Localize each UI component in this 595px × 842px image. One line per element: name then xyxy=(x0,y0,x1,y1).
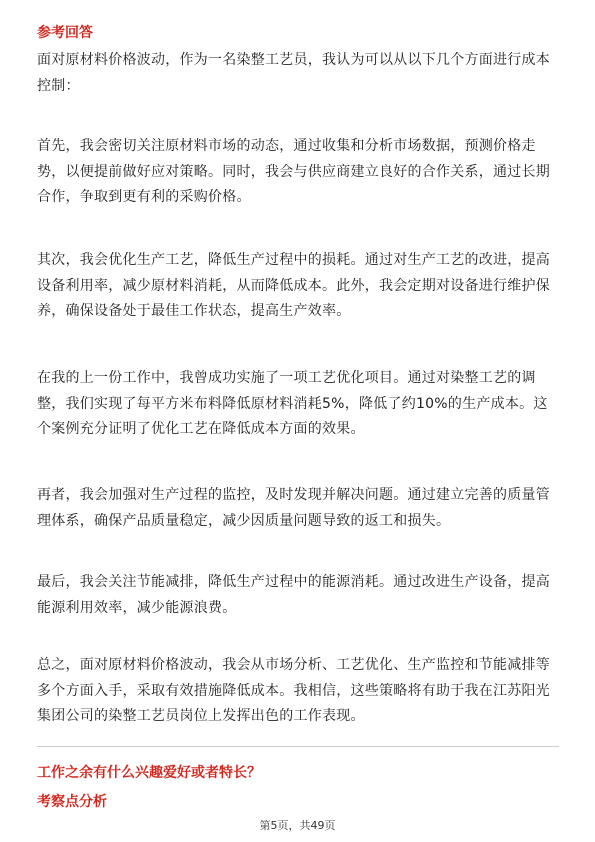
paragraph-intro: 面对原材料价格波动，作为一名染整工艺员，我认为可以从以下几个方面进行成本控制： xyxy=(37,52,550,94)
answer-heading: 参考回答 xyxy=(37,25,93,41)
paragraph-case: 在我的上一份工作中，我曾成功实施了一项工艺优化项目。通过对染整工艺的调整，我们实现了每平方米布料降低原材料消耗5%，降低了约10%的生产成本。这个案例充分证明了优化工艺在降低成本方面的效果。 xyxy=(37,370,548,437)
paragraph-first: 首先，我会密切关注原材料市场的动态，通过收集和分析市场数据，预测价格走势，以便提前做好应对策略。同时，我会与供应商建立良好的合作关系，通过长期合作，争取到更有利的采购价格。 xyxy=(37,138,550,205)
next-question-title: 工作之余有什么兴趣爱好或者特长？ xyxy=(37,765,261,781)
paragraph-second: 其次，我会优化生产工艺，降低生产过程中的损耗。通过对生产工艺的改进，提高设备利用率，减少原材料消耗，从而降低成本。此外，我会定期对设备进行维护保养，确保设备处于最佳工作状态，提高生产效率。 xyxy=(37,252,550,319)
paragraph-third: 再者，我会加强对生产过程的监控，及时发现并解决问题。通过建立完善的质量管理体系，确保产品质量稳定，减少因质量问题导致的返工和损失。 xyxy=(37,487,550,529)
analysis-heading: 考察点分析 xyxy=(37,794,107,810)
paragraph-conclusion: 总之，面对原材料价格波动，我会从市场分析、工艺优化、生产监控和节能减排等多个方面入手，采取有效措施降低成本。我相信，这些策略将有助于我在江苏阳光集团公司的染整工艺员岗位上发挥出色的工作表现。 xyxy=(37,657,550,724)
page-number: 第5页，共49页 xyxy=(259,819,336,832)
section-divider xyxy=(37,746,559,747)
paragraph-fourth: 最后，我会关注节能减排，降低生产过程中的能源消耗。通过改进生产设备，提高能源利用效率，减少能源浪费。 xyxy=(37,574,550,616)
